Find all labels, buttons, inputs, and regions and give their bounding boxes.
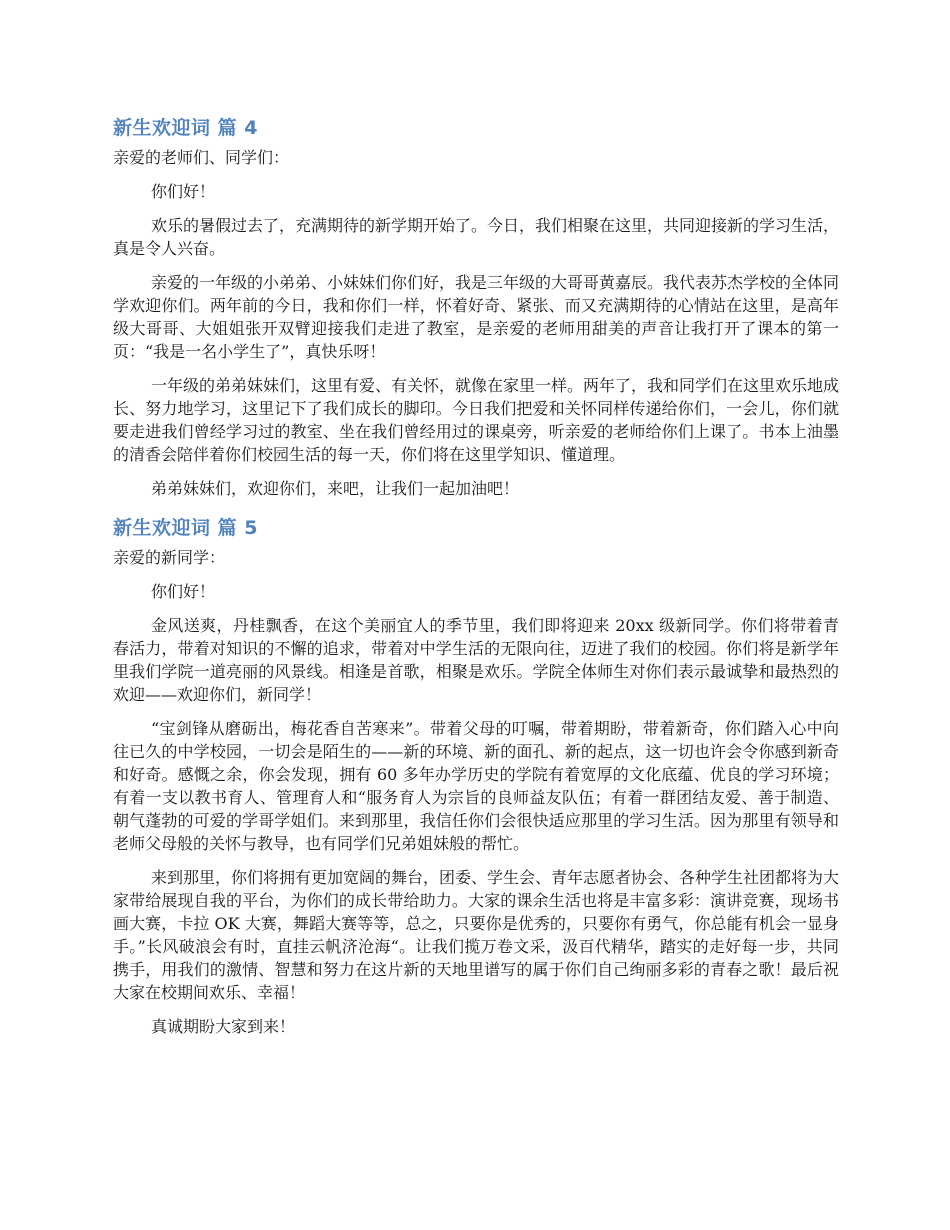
section-title: 新生欢迎词 篇 4 — [113, 117, 258, 139]
paragraph: 真诚期盼大家到来！ — [151, 1017, 296, 1036]
paragraph: 你们好！ — [151, 582, 216, 601]
section-5 — [113, 514, 839, 1038]
paragraph: 弟弟妹妹们，欢迎你们，来吧，让我们一起加油吧！ — [151, 479, 520, 498]
paragraph: 一年级的弟弟妹妹们，这里有爱、有关怀，就像在家里一样。两年了，我和同学们在这里欢乐地成长、努力地学习，这里记下了我们成长的脚印。今日我们把爱和关怀同样传递给你们，一会儿，你们就要走进我们曾经学习过的教室、坐在我们曾经用过的课桌旁，听亲爱的老师给你们上课了。书本上油墨的清香会陪伴着你们校园生活的每一天，你们将在这里学知识、懂道理。 — [113, 376, 840, 464]
paragraph: 欢乐的暑假过去了，充满期待的新学期开始了。今日，我们相聚在这里，共同迎接新的学习生活，真是令人兴奋。 — [113, 216, 840, 258]
document-page — [113, 108, 839, 1049]
section-title: 新生欢迎词 篇 5 — [113, 517, 258, 539]
paragraph: 金风送爽，丹桂飘香，在这个美丽宜人的季节里，我们即将迎来 20xx 级新同学。你们将带着青春活力，带着对知识的不懈的追求，带着对中学生活的无限向往，迈进了我们的校园。你们将是新学年里我们学院一道亮丽的风景线。相逢是首歌，相聚是欢乐。学院全体师生对你们表示最诚挚和最热烈的欢迎——欢迎你们，新同学！ — [113, 616, 839, 704]
greeting: 亲爱的老师们、同学们： — [113, 148, 290, 167]
greeting: 亲爱的新同学： — [113, 548, 226, 567]
paragraph: 亲爱的一年级的小弟弟、小妹妹们你们好，我是三年级的大哥哥黄嘉辰。我代表苏杰学校的全体同学欢迎你们。两年前的今日，我和你们一样，怀着好奇、紧张、而又充满期待的心情站在这里，是高年级大哥哥、大姐姐张开双臂迎接我们走进了教室，是亲爱的老师用甜美的声音让我打开了课本的第一页：“我是一名小学生了”，真快乐呀！ — [113, 273, 840, 361]
section-4 — [113, 114, 839, 500]
paragraph: 来到那里，你们将拥有更加宽阔的舞台，团委、学生会、青年志愿者协会、各种学生社团都将为大家带给展现自我的平台，为你们的成长带给助力。大家的课余生活也将是丰富多彩：演讲竞赛，现场书画大赛，卡拉 OK 大赛，舞蹈大赛等等，总之，只要你是优秀的，只要你有勇气，你总能有机会一显身手。”长风破浪会有时，直挂云帆济沧海“。让我们揽万卷文采，汲百代精华，踏实的走好每一步，共同携手，用我们的激情、智慧和努力在这片新的天地里谱写的属于你们自己绚丽多彩的青春之歌！最后祝大家在校期间欢乐、幸福！ — [113, 868, 840, 1002]
paragraph: “宝剑锋从磨砺出，梅花香自苦寒来”。带着父母的叮嘱，带着期盼，带着新奇，你们踏入心中向往已久的中学校园，一切会是陌生的——新的环境、新的面孔、新的起点，这一切也许会令你感到新奇和好奇。感慨之余，你会发现，拥有 60 多年办学历史的学院有着宽厚的文化底蕴、优良的学习环境；有着一支以教书育人、管理育人和“服务育人为宗旨的良师益友队伍；有着一群团结友爱、善于制造、朝气蓬勃的可爱的学哥学姐们。来到那里，我信任你们会很快适应那里的学习生活。因为那里有领导和老师父母般的关怀与教导，也有同学们兄弟姐妹般的帮忙。 — [113, 719, 839, 853]
paragraph: 你们好！ — [151, 182, 216, 201]
